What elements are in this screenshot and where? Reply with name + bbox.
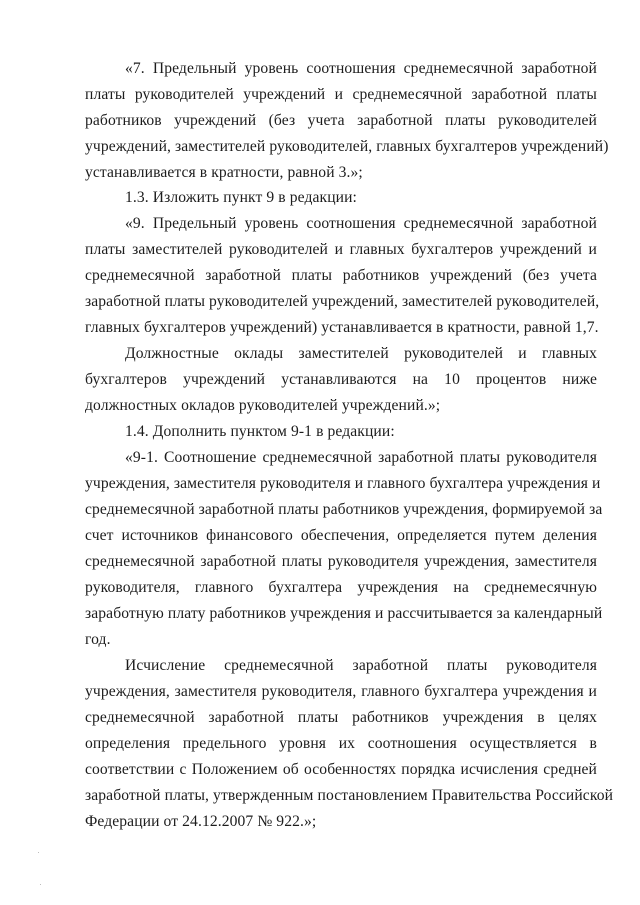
- text-line: соответствии с Положением об особенностях порядка исчисления средней: [85, 761, 597, 778]
- text-line: «9-1. Соотношение среднемесячной заработной платы руководителя: [125, 449, 597, 466]
- text-line: среднемесячной заработной платы работников учреждений (без учета: [85, 267, 597, 284]
- text-line: Федерации от 24.12.2007 № 922.»;: [85, 813, 317, 830]
- text-line: учреждения, заместителя руководителя и главного бухгалтера учреждения и: [85, 475, 601, 492]
- text-line: «7. Предельный уровень соотношения среднемесячной заработной: [125, 60, 597, 77]
- scan-speck: [38, 852, 39, 853]
- text-line: 1.4. Дополнить пунктом 9-1 в редакции:: [125, 423, 395, 440]
- text-line: среднемесячной заработной платы руководителя учреждения, заместителя: [85, 553, 597, 570]
- text-line: должностных окладов руководителей учреждений.»;: [85, 397, 441, 414]
- text-line: заработной платы руководителей учреждений, заместителей руководителей,: [85, 293, 600, 310]
- text-line: учреждений, заместителей руководителей, главных бухгалтеров учреждений): [85, 138, 609, 155]
- text-line: среднемесячной заработной платы работников учреждения в целях: [85, 709, 597, 726]
- text-line: заработную плату работников учреждения и рассчитывается за календарный: [85, 605, 603, 622]
- text-line: заработной платы, утвержденным постановлением Правительства Российской: [85, 787, 614, 804]
- text-line: бухгалтеров учреждений устанавливаются на 10 процентов ниже: [85, 371, 597, 388]
- text-line: учреждения, заместителя руководителя, главного бухгалтера учреждения и: [85, 683, 597, 700]
- text-line: Должностные оклады заместителей руководителей и главных: [125, 345, 597, 362]
- scan-speck: [40, 884, 41, 885]
- text-line: главных бухгалтеров учреждений) устанавливается в кратности, равной 1,7.: [85, 319, 599, 336]
- text-line: среднемесячной заработной платы работников учреждения, формируемой за: [85, 501, 603, 518]
- text-line: 1.3. Изложить пункт 9 в редакции:: [125, 189, 357, 206]
- text-line: Исчисление среднемесячной заработной платы руководителя: [125, 657, 597, 674]
- text-line: «9. Предельный уровень соотношения среднемесячной заработной: [125, 215, 597, 232]
- text-line: устанавливается в кратности, равной 3.»;: [85, 164, 363, 181]
- text-line: работников учреждений (без учета заработной платы руководителей: [85, 112, 597, 129]
- text-line: платы заместителей руководителей и главных бухгалтеров учреждений и: [85, 241, 597, 258]
- text-line: определения предельного уровня их соотношения осуществляется в: [85, 735, 597, 752]
- text-line: год.: [85, 631, 111, 648]
- text-line: платы руководителей учреждений и среднемесячной заработной платы: [85, 86, 597, 103]
- text-line: счет источников финансового обеспечения, определяется путем деления: [85, 527, 597, 544]
- text-line: руководителя, главного бухгалтера учреждения на среднемесячную: [85, 579, 597, 596]
